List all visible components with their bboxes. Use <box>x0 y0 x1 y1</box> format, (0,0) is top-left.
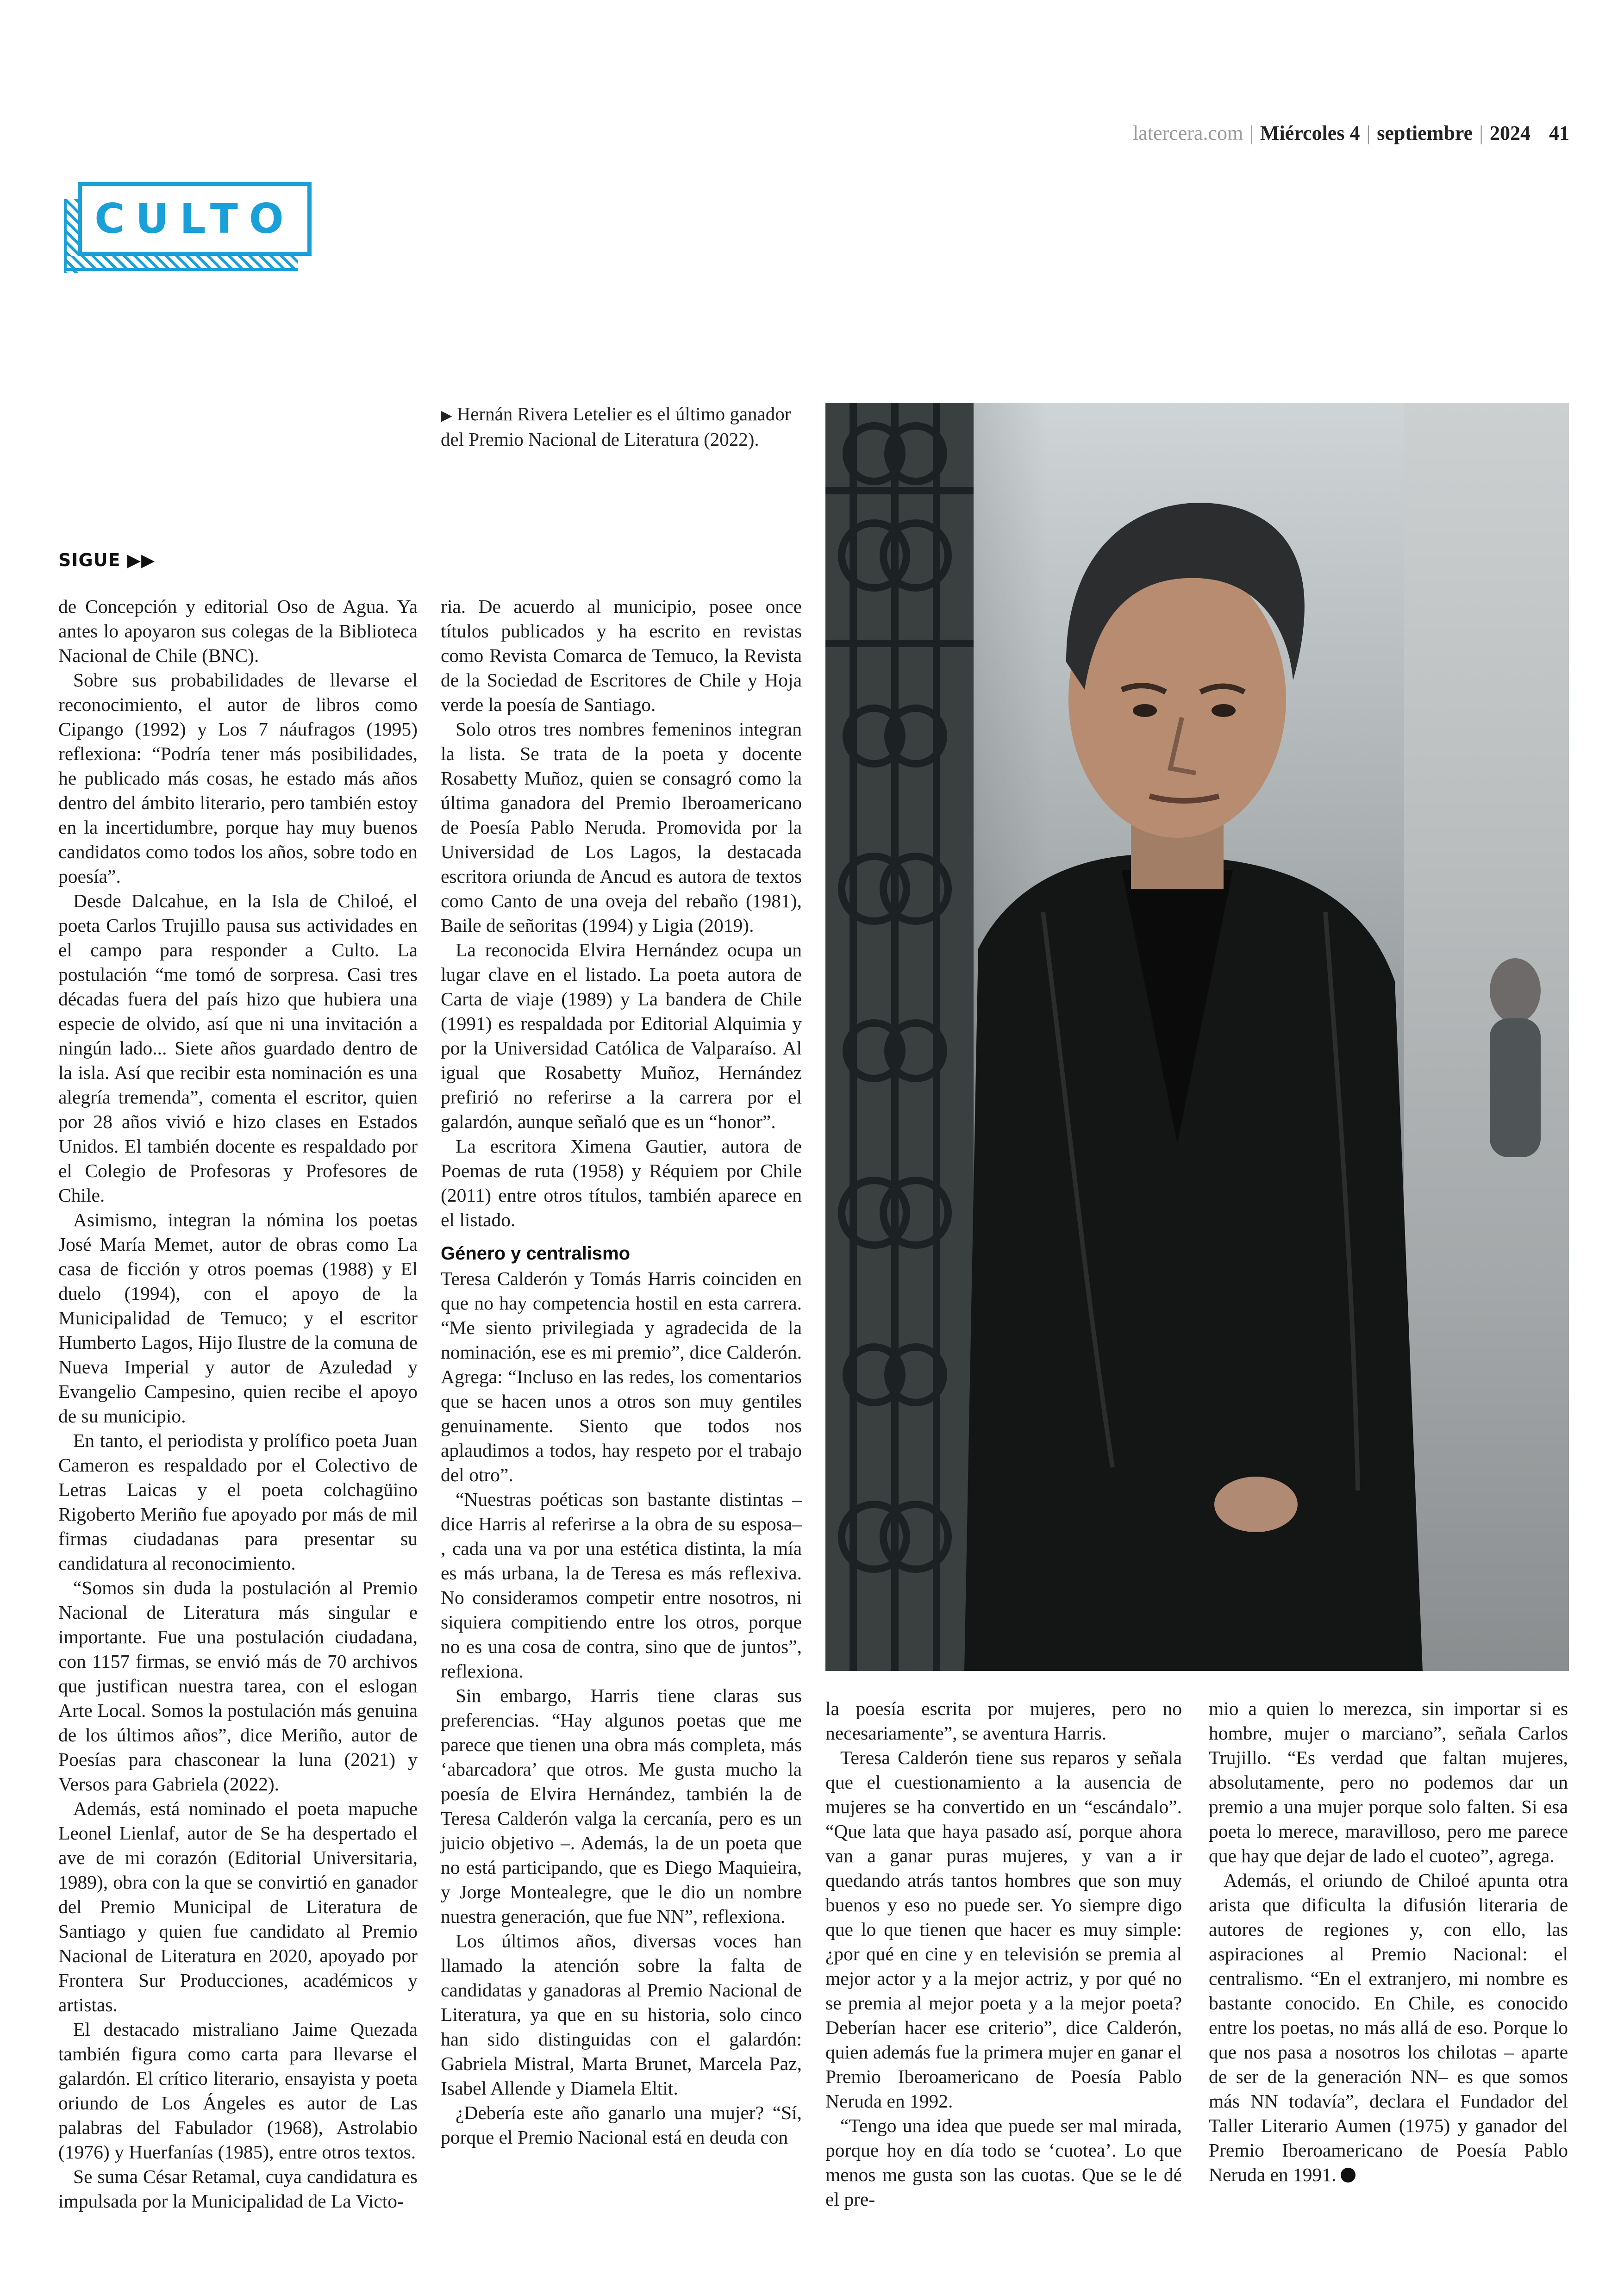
paragraph: la poesía escrita por mujeres, pero no necesariamente”, se aventura Harris. <box>825 1698 1182 1744</box>
section-name: CULTO <box>94 195 295 243</box>
divider: | <box>1366 122 1371 144</box>
paragraph: Teresa Calderón y Tomás Harris coinciden en que no hay competencia hostil en esta carrera. “Me siento privilegiada y agradecida de la nominación, ese es mi premio”, dice Calderón. Agrega: “Incluso en las redes, los comentarios que se hacen unos a otros son muy gentiles genuinamente. Siento que todos nos aplaudimos a todos, hay respeto por el trabajo del otro”. <box>441 1268 802 1485</box>
article-column-4 <box>1209 1696 1568 2187</box>
site-name[interactable]: latercera.com <box>1133 122 1243 144</box>
portrait-illustration <box>825 403 1569 1671</box>
passerby <box>1490 958 1541 1023</box>
divider: | <box>1249 122 1254 144</box>
paragraph: Desde Dalcahue, en la Isla de Chiloé, el poeta Carlos Trujillo pausa sus actividades en el campo para responder a Culto. La postulación “me tomó de sorpresa. Casi tres décadas fuera del país hizo que hubiera una especie de olvido, así que ni una invitación a ningún lado... Siete años guardado dentro de la isla. Así que recibir esta nominación es una alegría tremenda”, comenta el escritor, quien por 28 años vivió e hizo clases en Estados Unidos. El también docente es respaldado por el Colegio de Profesoras y Profesores de Chile. <box>58 890 418 1206</box>
paragraph: El destacado mistraliano Jaime Quezada también figura como carta para llevarse el galardón. El crítico literario, ensayista y poeta oriundo de Los Ángeles es autor de Las palabras del Fabulador (1968), Astrolabio (1976) y Huerfanías (1985), entre otros textos. <box>58 2019 418 2163</box>
paragraph: En tanto, el periodista y prolífico poeta Juan Cameron es respaldado por el Colectivo de Letras Laicas y el poeta colchagüino Rigoberto Meriño fue apoyado por más de mil firmas ciudadanas para presentar su candidatura al reconocimiento. <box>58 1430 418 1574</box>
caption-arrow-icon: ▶ <box>441 407 452 424</box>
passerby-body <box>1490 1018 1541 1157</box>
end-of-article-icon <box>1341 2168 1355 2183</box>
paragraph: de Concepción y editorial Oso de Agua. Ya antes lo apoyaron sus colegas de la Biblioteca Nacional de Chile (BNC). <box>58 596 418 666</box>
page-header <box>1065 121 1569 145</box>
section-logo <box>60 178 319 282</box>
street-background <box>1404 403 1569 1671</box>
eye <box>1133 704 1157 717</box>
paragraph: Teresa Calderón tiene sus reparos y señala que el cuestionamiento a la ausencia de mujeres se ha convertido en un “escándalo”. “Que lata que haya pasado así, porque ahora van a ganar puras mujeres, y van a ir quedando atrás tantos hombres que son muy buenos y eso no puede ser. Yo siempre digo que lo que tienen que hacer es muy simple: ¿por qué en cine y en televisión se premia al mejor actor y a la mejor actriz, y por qué no se premia al mejor poeta y a la mejor poeta? Deberían hacer ese criterio”, dice Calderón, quien además fue la primera mujer en ganar el Premio Iberoamericano de Poesía Pablo Neruda en 1992. <box>825 1747 1182 2112</box>
paragraph: La reconocida Elvira Hernández ocupa un lugar clave en el listado. La poeta autora de Carta de viaje (1989) y La bandera de Chile (1991) es respaldada por Editorial Alquimia y por la Universidad Católica de Valparaíso. Al igual que Rosabetty Muñoz, Hernández prefirió no referirse a la carrera por el galardón, aunque señaló que es un “honor”. <box>441 939 802 1132</box>
photo-caption <box>441 402 811 451</box>
hand <box>1214 1477 1298 1532</box>
paragraph: Sin embargo, Harris tiene claras sus preferencias. “Hay algunos poetas que me parece que tienen una obra más completa, más ‘abarcadora’ que otros. Me gusta mucho la poesía de Elvira Hernández, también la de Teresa Calderón valga la cercanía, pero es un juicio objetivo –. Además, la de un poeta que no está participando, que es Diego Maquieira, y Jorge Montealegre, que le dio un nombre nuestra generación, que fue NN”, reflexiona. <box>441 1685 802 1927</box>
paragraph: mio a quien lo merezca, sin importar si es hombre, mujer o marciano”, señala Carlos Trujillo. “Es verdad que faltan mujeres, absolutamente, pero no podemos dar un premio a una mujer porque solo falten. Si esa poeta lo merece, maravilloso, pero me parece que hay que dejar de lado el cuoteo”, agrega. <box>1209 1698 1568 1866</box>
paragraph: Asimismo, integran la nómina los poetas José María Memet, autor de obras como La casa de ficción y otros poemas (1988) y El duelo (1994), con el apoyo de la Municipalidad de Temuco; y el escritor Humberto Lagos, Hijo Ilustre de la comuna de Nueva Imperial y autor de Azuledad y Evangelio Campesino, quien recibe el apoyo de su municipio. <box>58 1209 418 1427</box>
paragraph <box>1209 1868 1568 2187</box>
paragraph: ¿Debería este año ganarlo una mujer? “Sí, porque el Premio Nacional está en deuda con <box>441 2102 802 2148</box>
article-photo <box>825 403 1569 1671</box>
paragraph: ria. De acuerdo al municipio, posee once títulos publicados y ha escrito en revistas como Revista Comarca de Temuco, la Revista de la Sociedad de Escritores de Chile y Hoja verde la poesía de Santiago. <box>441 596 802 715</box>
paragraph: Solo otros tres nombres femeninos integran la lista. Se trata de la poeta y docente Rosabetty Muñoz, quien se consagró como la última ganadora del Premio Iberoamericano de Poesía Pablo Neruda. Promovida por la Universidad de Los Lagos, la destacada escritora oriunda de Ancud es autora de textos como Canto de una oveja del rebaño (1981), Baile de señoritas (1994) y Ligia (2019). <box>441 718 802 936</box>
paragraph: Los últimos años, diversas voces han llamado la atención sobre la falta de candidatas y ganadoras al Premio Nacional de Literatura, ya que en su historia, solo cinco han sido distinguidas con el galardón: Gabriela Mistral, Marta Brunet, Marcela Paz, Isabel Allende y Diamela Eltit. <box>441 1930 802 2099</box>
paragraph: Además, está nominado el poeta mapuche Leonel Lienlaf, autor de Se ha despertado el ave de mi corazón (Editorial Universitaria, 1989), obra con la que se convirtió en ganador del Premio Municipal de Literatura de Santiago y quien fue candidato al Premio Nacional de Literatura en 2020, apoyado por Frontera Sur Producciones, académicos y artistas. <box>58 1798 418 2015</box>
article-column-2 <box>441 594 802 2150</box>
date-year: 2024 <box>1490 122 1530 144</box>
article-column-3 <box>825 1696 1182 2212</box>
page-number: 41 <box>1549 122 1569 144</box>
eye <box>1212 704 1236 717</box>
paragraph: La escritora Ximena Gautier, autora de Poemas de ruta (1958) y Réquiem por Chile (2011) entre otros títulos, también aparece en el listado. <box>441 1135 802 1230</box>
paragraph: “Nuestras poéticas son bastante distintas –dice Harris al referirse a la obra de su esposa– , cada una va por una estética distinta, la mía es más urbana, la de Teresa es más reflexiva. No consideramos competir entre nosotros, ni siquiera compitiendo entre los otros, porque no es una cosa de contra, sino que de juntos”, reflexiona. <box>441 1489 802 1682</box>
date-weekday: Miércoles 4 <box>1260 122 1360 144</box>
paragraph: “Tengo una idea que puede ser mal mirada, porque hoy en día todo se ‘cuotea’. Lo que menos me gusta son las cuotas. Que se le dé el pre- <box>825 2115 1182 2210</box>
subheading: Género y centralismo <box>441 1243 631 1264</box>
caption-text: Hernán Rivera Letelier es el último ganador del Premio Nacional de Literatura (2022). <box>441 403 791 450</box>
divider: | <box>1479 122 1483 144</box>
paragraph: “Somos sin duda la postulación al Premio Nacional de Literatura más singular e importante. Fue una postulación ciudadana, con 1157 firmas, se envió más de 70 archivos que justifican nuestra tarea, con el eslogan Arte Local. Somos la postulación más genuina de los últimos años”, dice Meriño, autor de Poesías para chasconear la luna (2021) y Versos para Gabriela (2022). <box>58 1577 418 1795</box>
paragraph: Sobre sus probabilidades de llevarse el reconocimiento, el autor de libros como Cipango (1992) y Los 7 náufragos (1995) reflexiona: “Podría tener más posibilidades, he publicado más cosas, he estado más años dentro del ámbito literario, pero también estoy en la incertidumbre, porque hay muy buenos candidatos como todos los años, sobre todo en poesía”. <box>58 669 418 887</box>
article-column-1 <box>58 594 418 2214</box>
paragraph-text: Además, el oriundo de Chiloé apunta otra arista que dificulta la difusión literaria de autores de regiones y, con ello, las aspiraciones al Premio Nacional: el centralismo. “En el extranjero, mi nombre es bastante conocido. En Chile, es conocido entre los poetas, no más allá de eso. Porque lo que nos pasa a nosotros los chilotas – aparte de ser de la generación NN– es que somos más NN todavía”, declara el Fundador del Taller Literario Aumen (1975) y ganador del Premio Iberoamericano de Poesía Pablo Neruda en 1991. <box>1209 1870 1568 2185</box>
continued-marker: SIGUE ▶▶ <box>58 550 156 570</box>
date-month: septiembre <box>1377 122 1473 144</box>
paragraph: Se suma César Retamal, cuya candidatura es impulsada por la Municipalidad de La Victo- <box>58 2166 418 2212</box>
